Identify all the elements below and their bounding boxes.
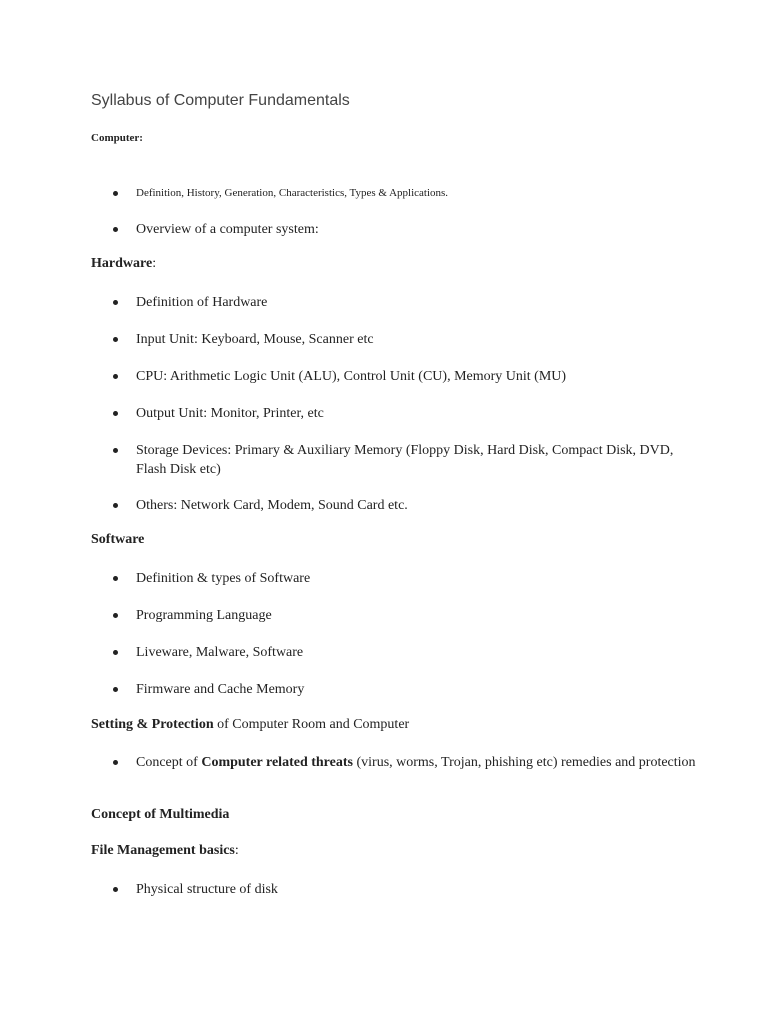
list-item-text: Definition of Hardware (136, 295, 268, 310)
list-item (110, 606, 700, 625)
section-heading-file-management (91, 843, 239, 859)
list-item-text: Output Unit: Monitor, Printer, etc (136, 406, 324, 421)
file-management-heading-text: File Management basics (91, 843, 235, 858)
list-item-text: Physical structure of disk (136, 882, 278, 897)
list-item-text (136, 753, 700, 772)
list-item-text: Definition & types of Software (136, 571, 311, 586)
list-item (110, 643, 700, 662)
setting-heading-text: Setting & Protection (91, 717, 214, 732)
list-item-text: Storage Devices: Primary & Auxiliary Memory (Floppy Disk, Hard Disk, Compact Disk, DVD, Flash Disk etc) (136, 443, 674, 477)
list-item-text: Programming Language (136, 608, 272, 623)
list-item-text: Firmware and Cache Memory (136, 682, 305, 697)
list-item (110, 404, 700, 423)
software-heading-text: Software (91, 532, 145, 547)
list-item (110, 293, 700, 312)
computer-heading-text: Computer: (91, 132, 143, 144)
list-item-text: Input Unit: Keyboard, Mouse, Scanner etc (136, 332, 374, 347)
file-management-heading-suffix: : (234, 843, 239, 858)
list-item (110, 753, 700, 772)
list-item (110, 569, 700, 588)
hardware-heading-text: Hardware (91, 256, 153, 271)
section-heading-multimedia (91, 807, 229, 823)
list-item (110, 367, 700, 386)
list-item-text: Overview of a computer system: (136, 222, 319, 237)
list-item (110, 184, 700, 203)
list-item-text: CPU: Arithmetic Logic Unit (ALU), Control Unit (CU), Memory Unit (MU) (136, 369, 567, 384)
page-title: Syllabus of Computer Fundamentals (91, 92, 350, 109)
list-item (110, 680, 700, 699)
threats-suffix: (virus, worms, Trojan, phishing etc) remedies and protection (352, 755, 696, 770)
setting-heading-suffix: of Computer Room and Computer (213, 717, 410, 732)
multimedia-heading-text: Concept of Multimedia (91, 807, 230, 822)
section-heading-setting (91, 717, 409, 733)
list-item-text: Definition, History, Generation, Characteristics, Types & Applications. (136, 187, 449, 199)
list-item-text: Liveware, Malware, Software (136, 645, 304, 660)
section-heading-hardware (91, 256, 156, 272)
threats-bold: Computer related threats (201, 755, 353, 770)
list-item (110, 441, 700, 479)
list-item (110, 330, 700, 349)
section-heading-software (91, 532, 144, 548)
list-item (110, 880, 700, 899)
list-item-text: Others: Network Card, Modem, Sound Card etc. (136, 498, 408, 513)
section-heading-computer (91, 132, 143, 144)
threats-prefix: Concept of (136, 755, 202, 770)
list-item (110, 496, 700, 515)
list-item (110, 220, 700, 239)
hardware-heading-suffix: : (152, 256, 157, 271)
